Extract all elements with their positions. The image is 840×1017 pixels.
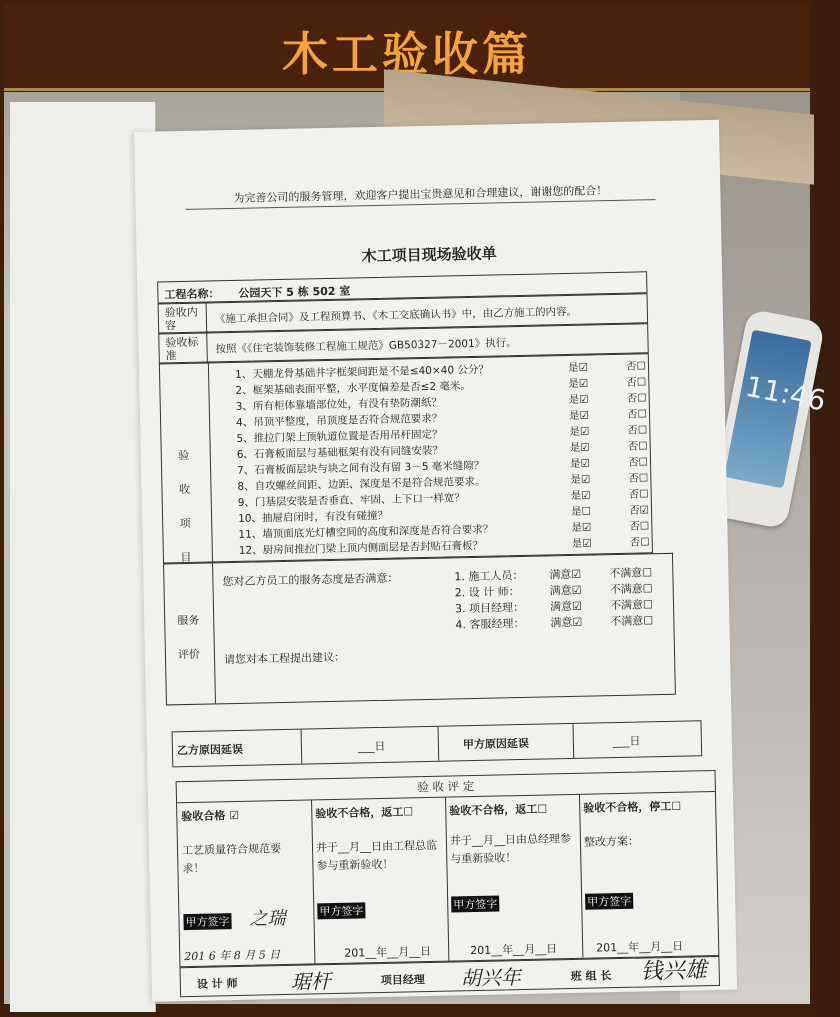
service-block: [163, 553, 676, 706]
sign-label: 甲方签字: [585, 893, 633, 910]
eval-date: 201 6 年 8 月 5 日: [184, 948, 281, 964]
eval-title: 验 收 评 定: [177, 771, 715, 803]
eval-column: [311, 797, 449, 964]
divider: [212, 563, 216, 703]
no-checkbox: 否☐: [628, 488, 649, 501]
eval-column: [579, 791, 718, 958]
leader-label: 班 组 长: [570, 969, 612, 984]
left-page: [10, 102, 156, 1012]
list-item: 10、抽屉启闭时，有没有碰撞？: [237, 509, 389, 525]
yes-checkbox: 是☐: [570, 505, 592, 518]
handwritten-signature: 钱兴雄: [640, 958, 707, 985]
phone-time: 11:46: [742, 369, 829, 418]
no-checkbox: 否☐: [627, 440, 648, 453]
standard-value: 按照《《住宅装饰装修工程施工规范》GB50327－2001》执行。: [215, 337, 517, 356]
list-item: 2、框架基础表面平整，水平度偏差是否≤2 毫米。: [235, 380, 472, 397]
list-item: 7、石膏板面层块与块之间有没有留 3－5 毫米缝隙？: [236, 459, 485, 477]
handwritten-signature: 之瑞: [249, 908, 286, 930]
yes-checkbox: 是☑: [571, 521, 592, 534]
banner-title: 木工验收篇: [282, 27, 532, 81]
list-item: 8、自攻螺丝间距、边距、深度是不是符合规范要求。: [237, 475, 486, 493]
form-title: 木工项目现场验收单: [361, 244, 497, 266]
yes-checkbox: 是☑: [568, 409, 590, 422]
unsatisfied-checkbox: 不满意☐: [610, 614, 654, 629]
delay-a-label: 甲方原因延误: [462, 736, 530, 752]
content-value: 《施工承担合同》及工程预算书、《木工交底确认书》中，由乙方施工的内容。: [214, 305, 578, 326]
list-item: 9、门基层安装是否垂直、牢固、上下口一样宽？: [237, 492, 466, 509]
no-checkbox: 否☐: [628, 472, 649, 485]
yes-checkbox: 是☑: [570, 473, 591, 486]
content-label: 验收内容: [164, 305, 198, 333]
acceptance-form-page: [134, 120, 737, 1002]
yes-checkbox: 是☑: [567, 361, 589, 374]
eval-date: 201__年__月__日: [344, 944, 432, 960]
suggestion-prompt: 请您对本工程提出建议：: [223, 650, 346, 667]
sign-label: 甲方签字: [317, 902, 365, 919]
eval-body: 并于__月__日由工程总监参与重新验收！: [315, 838, 438, 873]
eval-column: [445, 794, 583, 961]
divider: [208, 363, 213, 561]
delay-row: [172, 720, 703, 767]
handwritten-signature: 琚杆: [290, 969, 332, 994]
divider: [438, 727, 440, 761]
service-role: 3. 项目经理：: [454, 600, 525, 616]
items-block: [159, 353, 653, 563]
service-role: 2. 设 计 师：: [454, 585, 520, 600]
satisfied-checkbox: 满意☑: [549, 567, 582, 582]
list-item: 1、天棚龙骨基础井字框架间距是不是≤40×40 公分？: [234, 363, 490, 381]
yes-checkbox: 是☑: [568, 377, 589, 390]
no-checkbox: 否☐: [626, 392, 647, 405]
yes-checkbox: 是☑: [569, 441, 590, 454]
service-label: 服务评价: [177, 613, 201, 662]
unsatisfied-checkbox: 不满意☐: [609, 598, 654, 613]
project-label: 工程名称：: [164, 287, 220, 302]
no-checkbox: 否☑: [628, 504, 650, 517]
sign-label: 甲方签字: [183, 913, 231, 930]
eval-head: 验收不合格，停工☐: [583, 799, 682, 815]
yes-checkbox: 是☑: [571, 537, 592, 550]
satisfied-checkbox: 满意☑: [550, 615, 583, 630]
eval-body: 并于__月__日由总经理参与重新验收！: [449, 832, 572, 866]
satisfied-checkbox: 满意☑: [549, 599, 583, 614]
list-item: 4、吊顶平整度，吊顶度是否符合规范要求？: [235, 412, 443, 429]
eval-date: 201__年__月__日: [596, 939, 684, 955]
pm-label: 项目经理: [380, 973, 425, 988]
yes-checkbox: 是☑: [569, 457, 591, 470]
divider: [572, 724, 574, 758]
delay-b-label: 乙方原因延误: [176, 742, 244, 758]
eval-column: [177, 799, 315, 966]
unsatisfied-checkbox: 不满意☐: [609, 582, 653, 597]
eval-head: 验收合格 ☑: [181, 808, 240, 824]
service-role: 1. 施工人员：: [454, 568, 524, 584]
no-checkbox: 否☐: [629, 520, 650, 533]
items-label: 验收项目: [178, 448, 192, 565]
eval-head: 验收不合格，返工☐: [315, 805, 414, 821]
list-item: 3、所有柜体靠墙部位处，有没有垫防潮纸？: [235, 396, 443, 413]
service-question: 您对乙方员工的服务态度是否满意：: [222, 571, 399, 589]
no-checkbox: 否☐: [626, 376, 647, 389]
eval-body: 整改方案：: [583, 834, 640, 849]
eval-date: 201__年__月__日: [470, 942, 558, 958]
yes-checkbox: 是☑: [569, 425, 590, 438]
no-checkbox: 否☐: [627, 456, 649, 469]
satisfied-checkbox: 满意☑: [549, 583, 582, 598]
unsatisfied-checkbox: 不满意☐: [609, 566, 653, 581]
notice-text: 为完善公司的服务管理，欢迎客户提出宝贵意见和合理建议，谢谢您的配合！: [185, 181, 655, 210]
no-checkbox: 否☐: [629, 536, 650, 549]
photo: [4, 92, 829, 1004]
no-checkbox: 否☐: [627, 424, 648, 437]
list-item: 12、厨房间推拉门梁上顶内侧面层是否封贴石膏板？: [238, 539, 484, 557]
service-role: 4. 客服经理：: [455, 616, 525, 632]
yes-checkbox: 是☑: [568, 393, 589, 406]
sign-label: 甲方签字: [451, 896, 499, 913]
divider: [301, 730, 303, 764]
project-value: 公园天下 5 栋 502 室: [238, 284, 351, 300]
eval-head: 验收不合格，返工☐: [449, 802, 548, 818]
delay-b-value: ___日: [357, 739, 386, 754]
delay-a-value: ___日: [612, 734, 641, 749]
standard-label: 验收标准: [165, 335, 199, 363]
eval-body: 工艺质量符合规范要求！: [181, 842, 282, 876]
no-checkbox: 否☐: [626, 408, 648, 421]
list-item: 6、石膏板面层与基础框架有没有同缝安装？: [236, 444, 444, 461]
designer-label: 设 计 师: [196, 977, 238, 991]
list-item: 11、墙顶面底光灯槽空间的高度和深度是否符合要求？: [238, 523, 494, 541]
evaluation-block: [176, 770, 720, 967]
list-item: 5、推拉门架上顶轨道位置是否用吊杆固定？: [236, 428, 443, 445]
yes-checkbox: 是☑: [570, 489, 591, 502]
no-checkbox: 否☐: [625, 360, 647, 373]
handwritten-signature: 胡兴年: [460, 965, 522, 991]
